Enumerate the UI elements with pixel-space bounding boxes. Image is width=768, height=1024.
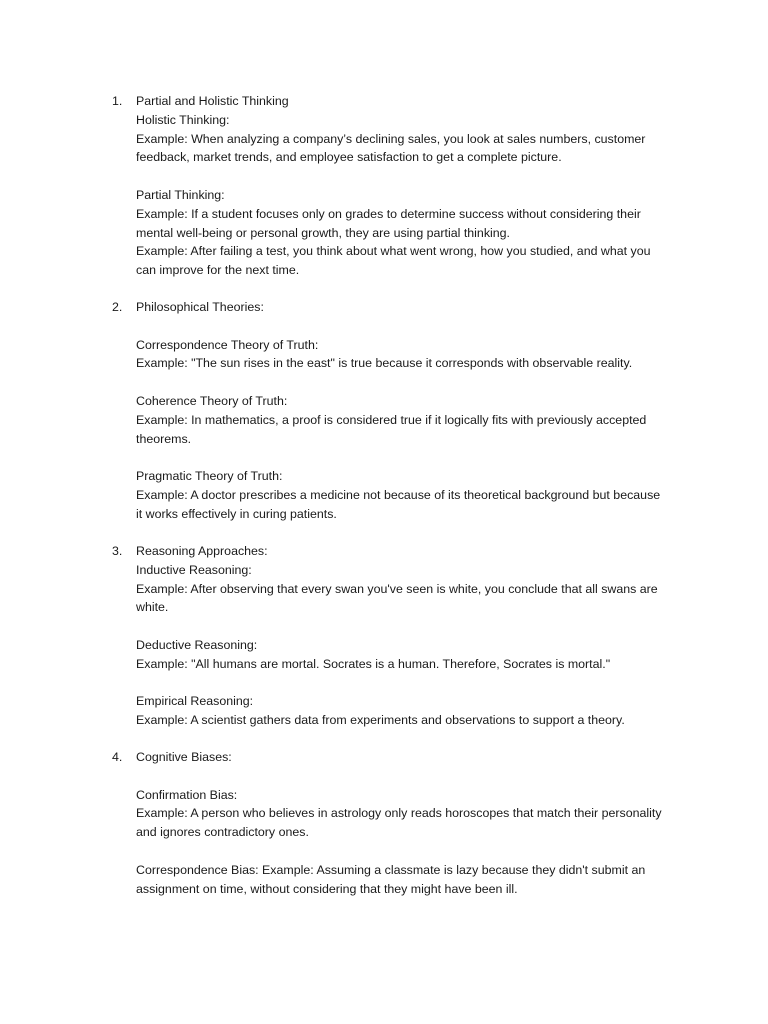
example-text: and ignores contradictory ones. [136,825,309,840]
example-text: mental well-being or personal growth, they are using partial thinking. [136,225,510,240]
section-heading: Reasoning Approaches: [136,544,268,558]
subheading: Inductive Reasoning: [136,562,252,577]
subheading: Confirmation Bias: [136,787,238,802]
list-item-content [136,92,682,280]
section-heading: Cognitive Biases: [136,750,232,764]
subheading: Partial Thinking: [136,187,225,202]
example-text: Example: When analyzing a company’s declining sales, you look at sales numbers, customer [136,131,646,146]
subheading: Coherence Theory of Truth: [136,393,288,408]
list-item-content [136,542,682,730]
example-text: Example: After observing that every swan you've seen is white, you conclude that all swans are [136,581,658,596]
subheading: Correspondence Theory of Truth: [136,337,319,352]
example-text: Example: A person who believes in astrology only reads horoscopes that match their personality [136,806,662,821]
list-number: 1. [112,94,123,108]
example-text: Example: A doctor prescribes a medicine not because of its theoretical background but because [136,487,661,502]
list-number: 3. [112,544,123,558]
example-text: can improve for the next time. [136,263,300,278]
subheading: Empirical Reasoning: [136,694,254,709]
blank-line [136,767,682,786]
example-text: feedback, market trends, and employee satisfaction to get a complete picture. [136,150,562,165]
list-number: 4. [112,750,123,764]
blank-line [136,317,682,336]
blank-line [136,842,682,861]
example-text: Example: "All humans are mortal. Socrates is a human. Therefore, Socrates is mortal." [136,656,611,671]
list-item-1 [112,92,682,280]
example-text: theorems. [136,431,192,446]
list-item-content [136,748,682,898]
list-item-4 [112,748,682,898]
example-text: Example: After failing a test, you think about what went wrong, how you studied, and what you [136,244,651,259]
example-text: Example: In mathematics, a proof is considered true if it logically fits with previously accepted [136,412,647,427]
blank-line [136,167,682,186]
list-item-content [136,298,682,524]
example-text: Example: A scientist gathers data from experiments and observations to support a theory. [136,713,625,728]
list-number: 2. [112,300,123,314]
example-text: Correspondence Bias: Example: Assuming a classmate is lazy because they didn't submit an [136,862,646,877]
example-text: white. [136,600,169,615]
example-text: it works effectively in curing patients. [136,506,337,521]
example-text: Example: If a student focuses only on grades to determine success without considering their [136,206,641,221]
subheading: Deductive Reasoning: [136,637,258,652]
blank-line [136,373,682,392]
subheading: Holistic Thinking: [136,112,230,127]
subheading: Pragmatic Theory of Truth: [136,469,283,484]
blank-line [136,674,682,693]
blank-line [136,617,682,636]
list-item-2 [112,298,682,524]
blank-line [136,448,682,467]
list-item-3 [112,542,682,730]
section-heading: Philosophical Theories: [136,300,264,314]
example-text: Example: "The sun rises in the east" is true because it corresponds with observable reality. [136,356,633,371]
example-text: assignment on time, without considering that they might have been ill. [136,881,518,896]
section-heading: Partial and Holistic Thinking [136,94,289,108]
